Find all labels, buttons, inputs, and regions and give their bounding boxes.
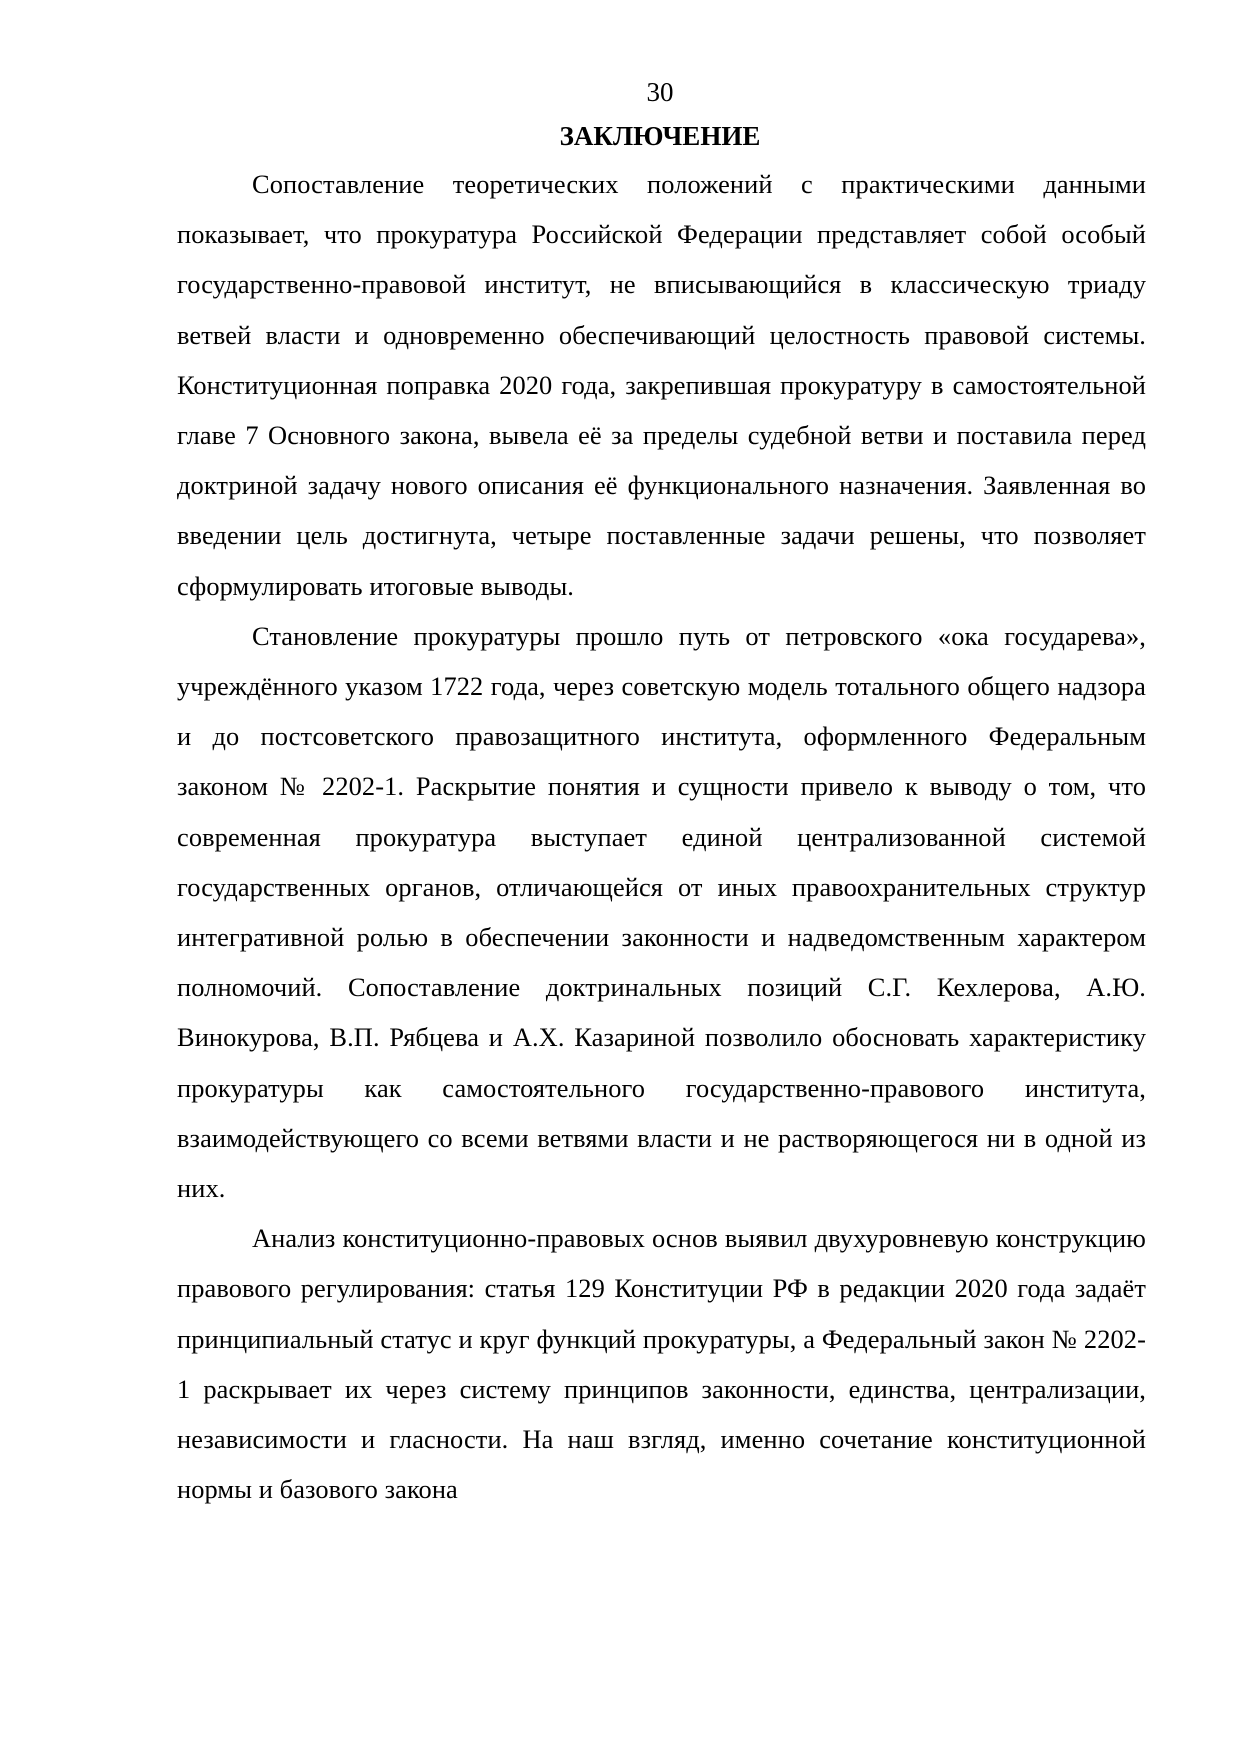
paragraph: Анализ конституционно-правовых основ выявил двухуровневую конструкцию правового регулирования: статья 129 Конституции РФ в редакции 2020 года задаёт принципиальный статус и круг функций прокуратуры, а Федеральный закон № 2202-1 раскрывает их через систему принципов законности, единства, централизации, независимости и гласности. На наш взгляд, именно сочетание конституционной нормы и базового закона [177,1223,1146,1505]
paragraph: Становление прокуратуры прошло путь от петровского «ока государева», учреждённого указом 1722 года, через советскую модель тотального общего надзора и до постсоветского правозащитного института, оформленного Федеральным законом № 2202-1. Раскрытие понятия и сущности привело к выводу о том, что современная прокуратура выступает единой централизованной системой государственных органов, отличающейся от иных правоохранительных структур интегративной ролью в обеспечении законности и надведомственным характером полномочий. Сопоставление доктринальных позиций С.Г. Кехлерова, А.Ю. Винокурова, В.П. Рябцева и А.Х. Казариной позволило обосновать характеристику прокуратуры как самостоятельного государственно-правового института, взаимодействующего со всеми ветвями власти и не растворяющегося ни в одной из них. [177,620,1146,1204]
section-heading: ЗАКЛЮЧЕНИЕ [559,121,761,151]
paragraph: Сопоставление теоретических положений с практическими данными показывает, что прокуратура Российской Федерации представляет собой особый государственно-правовой институт, не вписывающийся в классическую триаду ветвей власти и одновременно обеспечивающий целостность правовой системы. Конституционная поправка 2020 года, закрепившая прокуратуру в самостоятельной главе 7 Основного закона, вывела её за пределы судебной ветви и поставила перед доктриной задачу нового описания её функционального назначения. Заявленная во введении цель достигнута, четыре поставленные задачи решены, что позволяет сформулировать итоговые выводы. [177,169,1146,601]
body-text [177,159,1146,1514]
page-number: 30 [646,77,674,107]
